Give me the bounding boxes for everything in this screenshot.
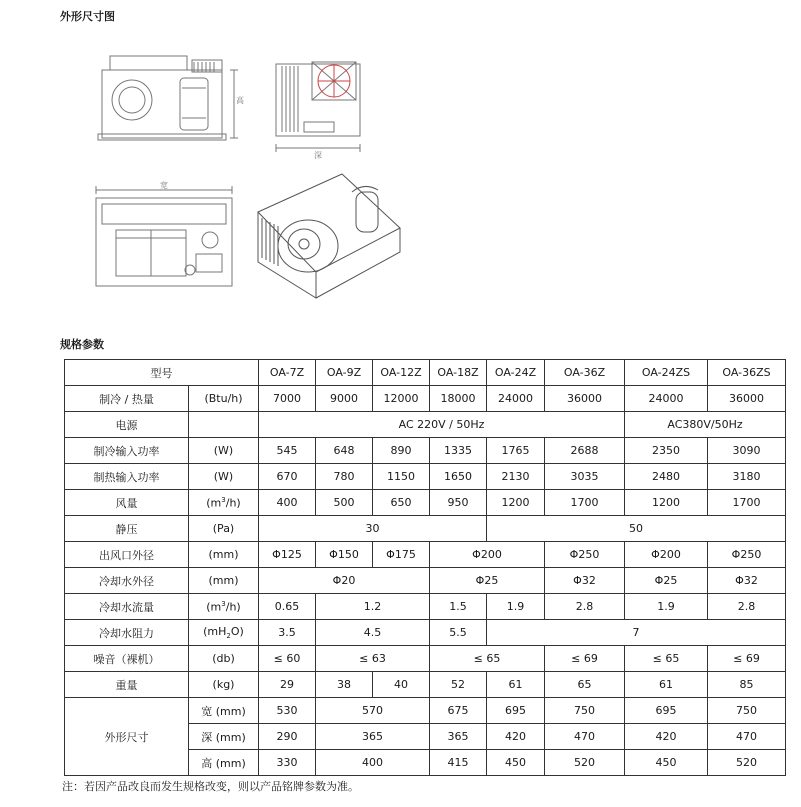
table-row: 冷却水阻力 $(mH_2O)$ 3.5 4.5 5.5 7 (65, 620, 786, 646)
table-row: 深 (mm) 290 365 365 420 470 420 470 (65, 724, 786, 750)
top-view-drawing (86, 178, 246, 298)
table-row: 高 (mm) 330 400 415 450 520 450 520 (65, 750, 786, 776)
dimensions-label: 外形尺寸 (65, 698, 189, 776)
table-row: 外形尺寸 宽 (mm) 530 570 675 695 750 695 750 (65, 698, 786, 724)
table-row: 制冷 / 热量 (Btu/h) 7000 9000 12000 18000 24000 36000 24000 36000 (65, 386, 786, 412)
front-view-drawing (92, 48, 252, 148)
table-row: 型号 OA-7Z OA-9Z OA-12Z OA-18Z OA-24Z OA-36Z OA-24ZS OA-36ZS (65, 360, 786, 386)
spec-table (64, 359, 786, 776)
table-row: 出风口外径 (mm) Φ125 Φ150 Φ175 Φ200 Φ250 Φ200 Φ250 (65, 542, 786, 568)
table-row: 静压 (Pa) 30 50 (65, 516, 786, 542)
table-row: 重量 (kg) 29 38 40 52 61 65 61 85 (65, 672, 786, 698)
table-row: 电源 AC 220V / 50Hz AC380V/50Hz (65, 412, 786, 438)
section-title-specs: 规格参数 (60, 338, 104, 351)
side-view-drawing (270, 56, 370, 160)
table-row: 冷却水流量 $(m^3/h)$ 0.65 1.2 1.5 1.9 2.8 1.9 2.8 (65, 594, 786, 620)
isometric-view-drawing (252, 162, 404, 302)
dim-height-label: 高 (236, 96, 244, 105)
dim-depth-label: 深 (314, 151, 322, 160)
model-header: 型号 (65, 360, 259, 386)
table-row: 风量 $(m^3/h)$ 400 500 650 950 1200 1700 1200 1700 (65, 490, 786, 516)
dim-width-label: 宽 (160, 181, 168, 190)
table-row: 冷却水外径 (mm) Φ20 Φ25 Φ32 Φ25 Φ32 (65, 568, 786, 594)
table-row: 制热输入功率 (W) 670 780 1150 1650 2130 3035 2480 3180 (65, 464, 786, 490)
table-row: 噪音（裸机） (db) ≤ 60 ≤ 63 ≤ 65 ≤ 69 ≤ 65 ≤ 69 (65, 646, 786, 672)
footnote: 注：若因产品改良而发生规格改变，则以产品铭牌参数为准。 (62, 780, 359, 793)
section-title-dimensions: 外形尺寸图 (60, 10, 115, 23)
table-row: 制冷输入功率 (W) 545 648 890 1335 1765 2688 2350 3090 (65, 438, 786, 464)
